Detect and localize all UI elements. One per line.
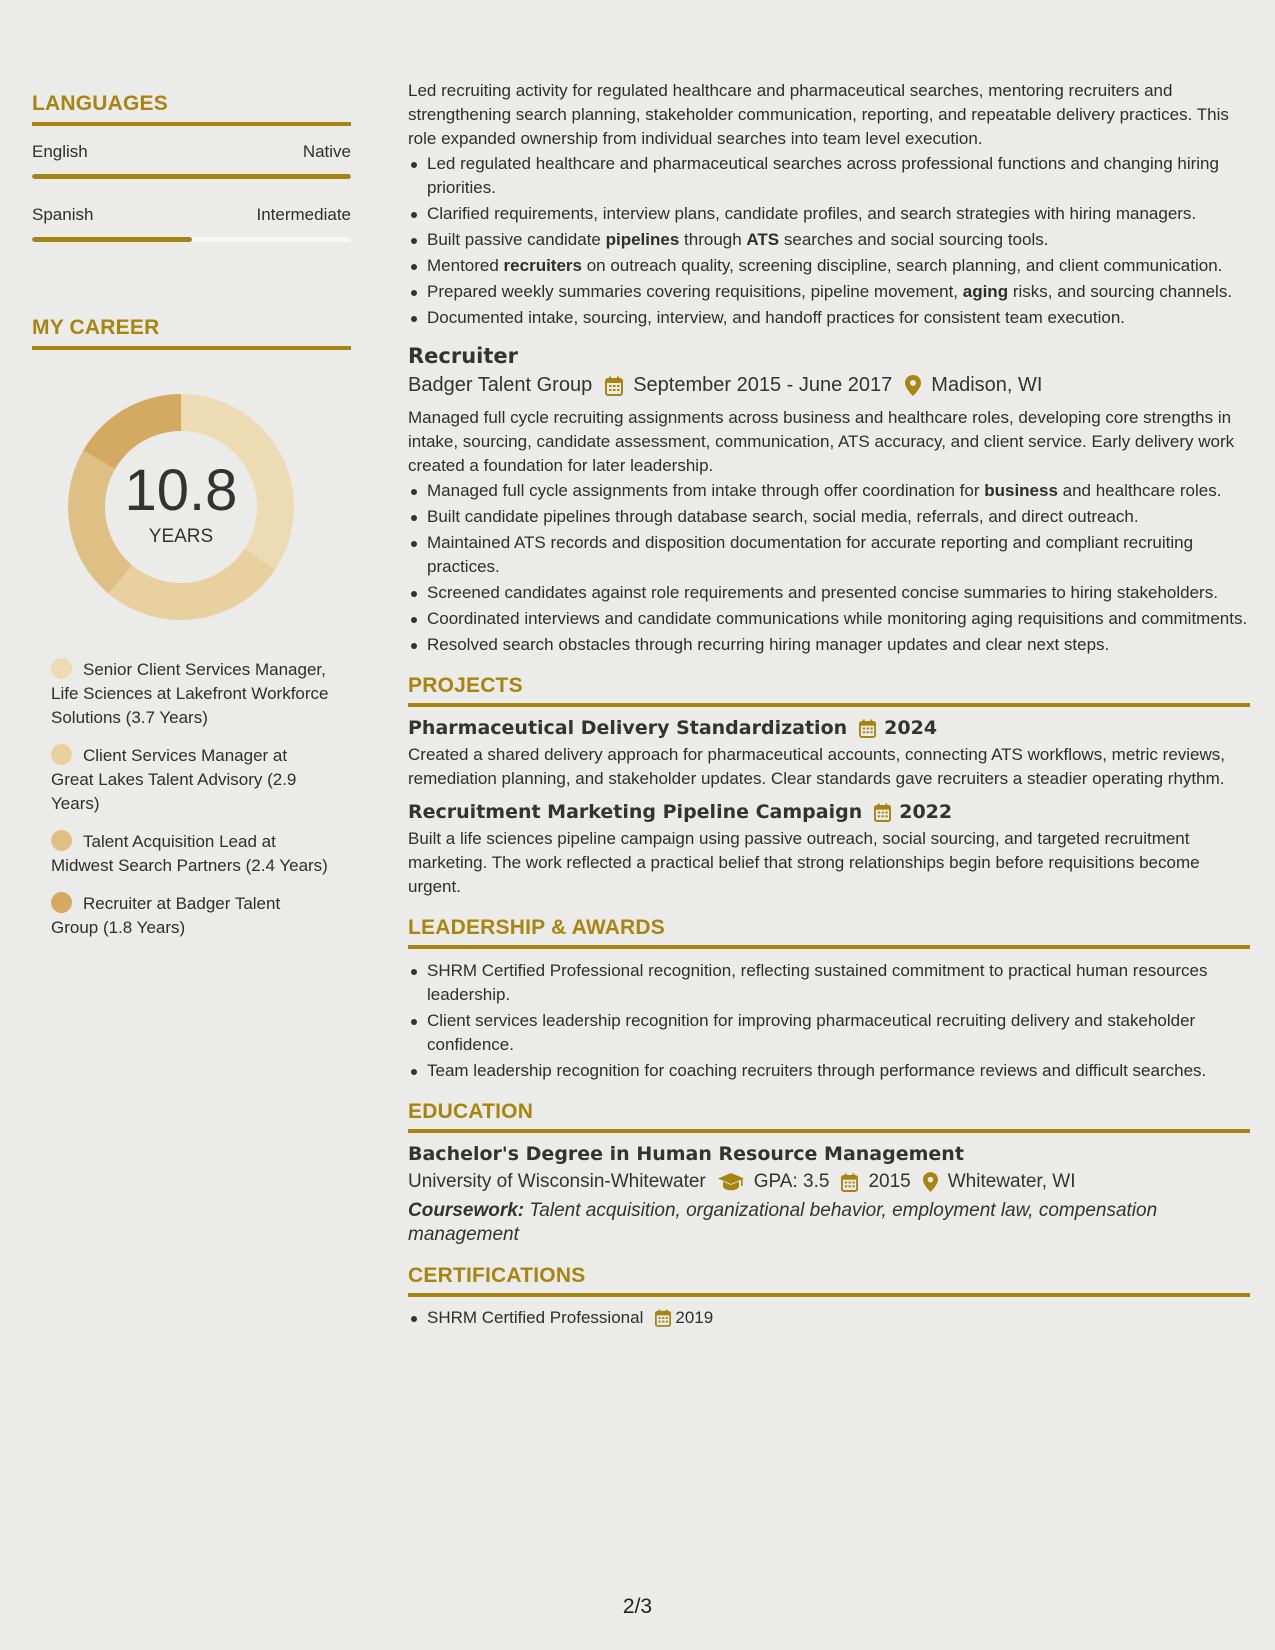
bullet-text: Mentored (427, 256, 504, 275)
calendar-icon (841, 1173, 858, 1192)
bullet-text: risks, and sourcing channels. (1008, 282, 1233, 301)
bullet-item (408, 479, 1250, 503)
project-year: 2022 (899, 801, 953, 823)
bullet-text: Maintained ATS records and disposition documentation for accurate reporting and compliant recruiting practices. (427, 533, 1194, 576)
project-description: Built a life sciences pipeline campaign using passive outreach, social sourcing, and targeted recruitment marketing. The work reflected a practical belief that strong relationships begin before requisitions become urgent. (408, 829, 1200, 896)
bullet-item (408, 152, 1250, 200)
language-level: Intermediate (256, 205, 351, 224)
leadership-item: Team leadership recognition for coaching recruiters through performance reviews and difficult searches. (408, 1059, 1250, 1083)
language-proficiency-fill (32, 237, 192, 242)
career-legend-item (51, 658, 331, 730)
bullet-text: Resolved search obstacles through recurring hiring manager updates and clear next steps. (427, 635, 1110, 654)
project-description: Created a shared delivery approach for pharmaceutical accounts, connecting ATS workflows, metric reviews, remediation planning, and stakeholder updates. Clear standards gave recruiters a steadier operating rhythm. (408, 745, 1226, 788)
education-section (408, 1100, 1250, 1247)
legend-color-dot (51, 658, 72, 679)
bullet-item (408, 581, 1250, 605)
career-legend-item (51, 892, 331, 940)
languages-section (32, 92, 351, 242)
certification-name: SHRM Certified Professional (427, 1308, 644, 1327)
job-bullets (408, 479, 1250, 657)
map-pin-icon (923, 1172, 938, 1192)
career-heading: MY CAREER (32, 316, 351, 350)
degree-name: Bachelor's Degree in Human Resource Management (408, 1143, 964, 1165)
legend-label: Recruiter at Badger Talent Group (1.8 Years) (51, 894, 281, 937)
bullet-text: Screened candidates against role requirements and presented concise summaries to hiring stakeholders. (427, 583, 1218, 602)
languages-heading: LANGUAGES (32, 92, 351, 126)
calendar-icon (859, 719, 876, 738)
bullet-item (408, 228, 1250, 252)
legend-color-dot (51, 744, 72, 765)
page-number: 2/3 (622, 1595, 653, 1618)
language-proficiency-bar (32, 174, 351, 179)
legend-color-dot (51, 892, 72, 913)
career-section (32, 316, 351, 940)
bullet-keyword: ATS (746, 230, 780, 249)
coursework (408, 1199, 1250, 1247)
language-proficiency-fill (32, 174, 351, 179)
school-location: Whitewater, WI (947, 1171, 1076, 1192)
project-item (408, 801, 1250, 899)
bullet-text: through (679, 230, 747, 249)
leadership-item: Client services leadership recognition for improving pharmaceutical recruiting delivery and stakeholder confidence. (408, 1009, 1250, 1057)
certifications-list (408, 1306, 1250, 1330)
legend-label: Senior Client Services Manager, Life Sciences at Lakefront Workforce Solutions (3.7 Years) (51, 660, 329, 727)
job-meta (408, 374, 1250, 397)
bullet-keyword: aging (962, 282, 1009, 301)
career-legend-item (51, 744, 331, 816)
job-summary: Managed full cycle recruiting assignments across business and healthcare roles, developing core strengths in intake, sourcing, candidate assessment, communication, ATS accuracy, and client service. Early delivery work created a foundation for later leadership. (408, 408, 1235, 475)
bullet-text: Managed full cycle assignments from intake through offer coordination for (427, 481, 985, 500)
leadership-item: SHRM Certified Professional recognition, reflecting sustained commitment to practical human resources leadership. (408, 959, 1250, 1007)
bullet-text: and healthcare roles. (1057, 481, 1222, 500)
map-pin-icon (905, 375, 921, 396)
projects-section (408, 674, 1250, 899)
bullet-item (408, 280, 1250, 304)
bullet-text: Built candidate pipelines through database search, social media, referrals, and direct outreach. (427, 507, 1139, 526)
project-item (408, 717, 1250, 791)
language-name: English (32, 142, 88, 161)
bullet-text: Built passive candidate (427, 230, 606, 249)
certification-item (408, 1306, 1250, 1330)
recruiter-role-section (408, 344, 1250, 657)
left-column (32, 92, 351, 954)
language-name: Spanish (32, 205, 94, 224)
bullet-text: Led regulated healthcare and pharmaceutical searches across professional functions and changing hiring priorities. (427, 154, 1219, 197)
certifications-section (408, 1264, 1250, 1330)
legend-color-dot (51, 830, 72, 851)
education-meta (408, 1171, 1250, 1193)
legend-label: Client Services Manager at Great Lakes Talent Advisory (2.9 Years) (51, 746, 297, 813)
coursework-text: Talent acquisition, organizational behavior, employment law, compensation management (408, 1200, 1158, 1245)
role-summary: Led recruiting activity for regulated healthcare and pharmaceutical searches, mentoring recruiters and strengthening search planning, stakeholder communication, reporting, and repeatable delivery practices. This role expanded ownership from individual searches into team level execution. (408, 81, 1229, 148)
graduation-cap-icon (718, 1173, 744, 1191)
job-title: Recruiter (408, 344, 519, 368)
certifications-heading: CERTIFICATIONS (408, 1264, 1250, 1297)
language-level: Native (302, 142, 351, 161)
education-heading: EDUCATION (408, 1100, 1250, 1133)
bullet-text: Clarified requirements, interview plans, candidate profiles, and search strategies with hiring managers. (427, 204, 1197, 223)
leadership-list (408, 959, 1250, 1083)
language-proficiency-bar (32, 237, 351, 242)
bullet-item (408, 306, 1250, 330)
project-name: Recruitment Marketing Pipeline Campaign (408, 801, 863, 823)
career-years-unit: YEARS (148, 526, 214, 547)
bullet-item (408, 633, 1250, 657)
bullet-text: Coordinated interviews and candidate communications while monitoring aging requisitions and commitments. (427, 609, 1248, 628)
gpa: GPA: 3.5 (753, 1171, 830, 1192)
bullet-item (408, 607, 1250, 631)
legend-label: Talent Acquisition Lead at Midwest Search Partners (2.4 Years) (51, 832, 328, 875)
bullet-item (408, 531, 1250, 579)
projects-heading: PROJECTS (408, 674, 1250, 707)
calendar-icon (655, 1309, 671, 1327)
company-name: Badger Talent Group (408, 374, 593, 396)
bullet-text: on outreach quality, screening discipline, search planning, and client communication. (581, 256, 1223, 275)
bullet-keyword: recruiters (503, 256, 582, 275)
language-item (32, 205, 351, 242)
calendar-icon (605, 376, 623, 396)
bullet-keyword: pipelines (605, 230, 680, 249)
calendar-icon (874, 803, 891, 822)
leadership-section (408, 916, 1250, 1083)
certification-year: 2019 (675, 1308, 714, 1327)
bullet-keyword: business (984, 481, 1058, 500)
previous-role-section (408, 79, 1250, 330)
career-legend (51, 658, 331, 940)
graduation-year: 2015 (868, 1171, 911, 1192)
bullet-text: Prepared weekly summaries covering requisitions, pipeline movement, (427, 282, 963, 301)
project-name: Pharmaceutical Delivery Standardization (408, 717, 848, 739)
project-year: 2024 (884, 717, 938, 739)
language-item (32, 142, 351, 179)
job-dates: September 2015 - June 2017 (633, 374, 893, 396)
bullet-item (408, 254, 1250, 278)
right-column (408, 79, 1250, 1332)
coursework-label: Coursework: (408, 1200, 525, 1221)
career-total-years: 10.8 (124, 458, 238, 523)
leadership-heading: LEADERSHIP & AWARDS (408, 916, 1250, 949)
bullet-text: searches and social sourcing tools. (779, 230, 1049, 249)
bullet-text: Documented intake, sourcing, interview, and handoff practices for consistent team execution. (427, 308, 1126, 327)
job-location: Madison, WI (931, 374, 1043, 396)
role-bullets (408, 152, 1250, 330)
bullet-item (408, 202, 1250, 226)
school-name: University of Wisconsin-Whitewater (408, 1171, 706, 1192)
bullet-item (408, 505, 1250, 529)
career-legend-item (51, 830, 331, 878)
career-donut-chart (66, 392, 296, 622)
